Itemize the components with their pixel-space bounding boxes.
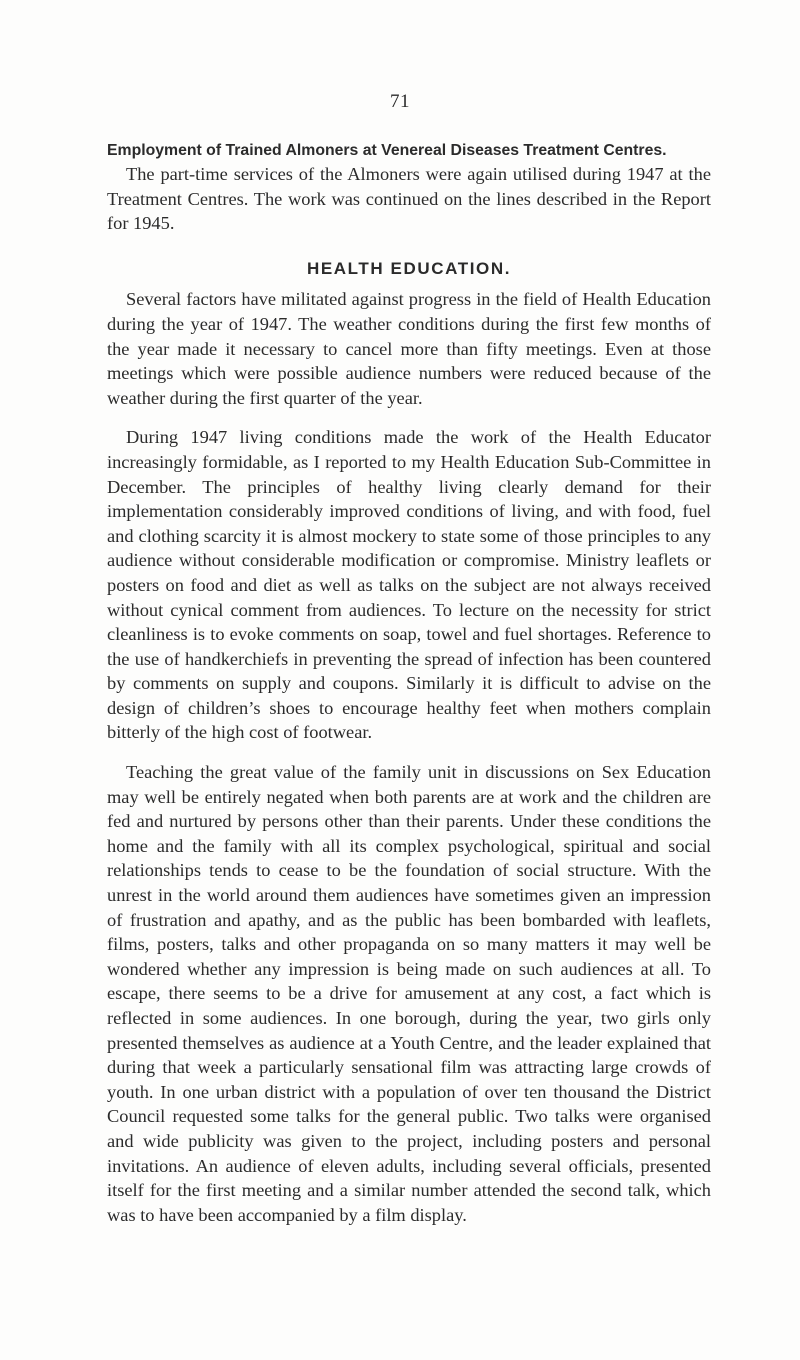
- almoners-paragraph: The part-time services of the Almoners were again utilised during 1947 at the Treatment Centres. The work was continued on the lines described in the Report for 1945.: [107, 164, 711, 234]
- health-education-paragraph-2: During 1947 living conditions made the work of the Health Educator increasingly formidable, as I reported to my Health Education Sub-Committee in December. The principles of healthy living clearly demand for their implementation considerably improved conditions of living, and with food, fuel and clothing scarcity it is almost mockery to state some of those principles to any audience without considerable modification or compromise. Ministry leaflets or posters on food and diet as well as talks on the subject are not always received without cynical comment from audiences. To lecture on the necessity for strict cleanliness is to evoke comments on soap, towel and fuel shortages. Reference to the use of handkerchiefs in preventing the spread of infection has been countered by comments on supply and coupons. Similarly it is difficult to advise on the design of children’s shoes to encourage healthy feet when mothers complain bitterly of the high cost of footwear.: [107, 427, 711, 743]
- page-content: [107, 140, 711, 1227]
- health-education-paragraph-1: Several factors have militated against progress in the field of Health Education during the year of 1947. The weather conditions during the first few months of the year made it necessary to cancel more than fifty meetings. Even at those meetings which were possible audience numbers were reduced because of the weather during the first quarter of the year.: [107, 289, 711, 408]
- almoners-section-heading: Employment of Trained Almoners at Venereal Diseases Treatment Centres.: [107, 142, 667, 159]
- health-education-paragraph-3: Teaching the great value of the family unit in discussions on Sex Education may well be entirely negated when both parents are at work and the children are fed and nurtured by persons other than their parents. Under these conditions the home and the family with all its complex psychological, spiritual and social relationships tends to cease to be the foundation of social structure. With the unrest in the world around them audiences have sometimes given an impression of frustration and apathy, and as the public has been bombarded with leaflets, films, posters, talks and other propaganda on so many matters it may well be wondered whether any impression is being made on such audiences at all. To escape, there seems to be a drive for amusement at any cost, a fact which is reflected in some audiences. In one borough, during the year, two girls only presented themselves as audience at a Youth Centre, and the leader explained that during that week a particularly sensational film was attracting large crowds of youth. In one urban district with a population of over ten thousand the District Council requested some talks for the general public. Two talks were organised and wide publicity was given to the project, including posters and personal invitations. An audience of eleven adults, including several officials, presented itself for the first meeting and a similar number attended the second talk, which was to have been accompanied by a film display.: [107, 762, 711, 1225]
- page-number: 71: [390, 91, 410, 112]
- health-education-heading: HEALTH EDUCATION.: [306, 258, 512, 278]
